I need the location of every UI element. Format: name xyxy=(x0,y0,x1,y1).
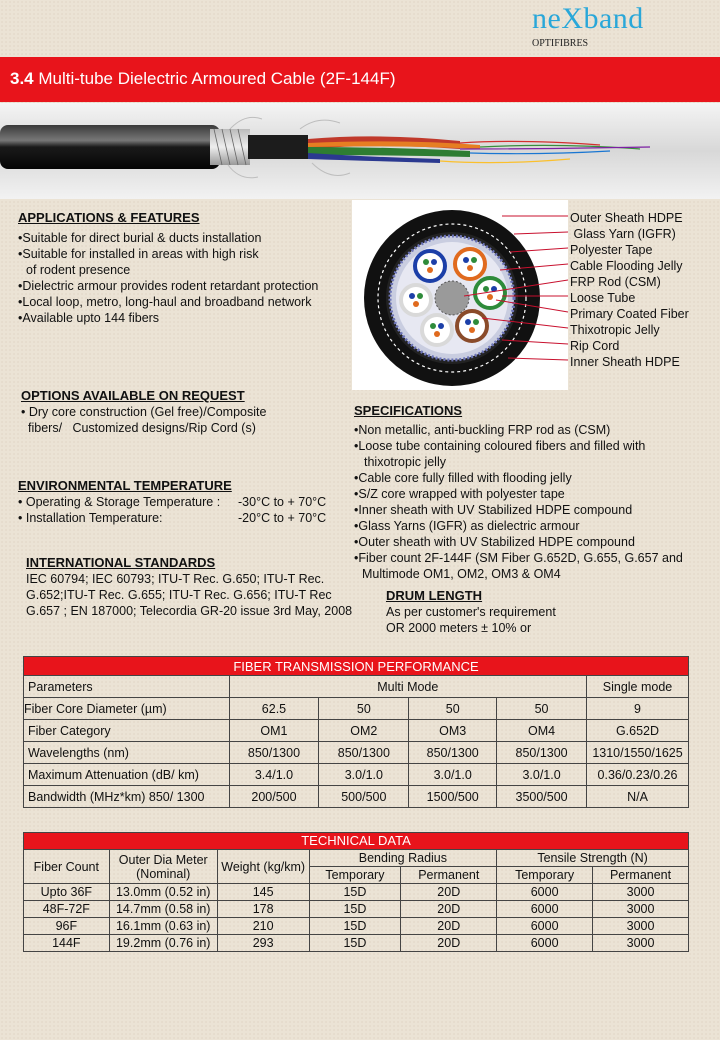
table-header xyxy=(109,850,217,884)
table-cell: 178 xyxy=(217,901,309,918)
table-title: TECHNICAL DATA xyxy=(24,833,689,850)
standards-line: IEC 60794; IEC 60793; ITU-T Rec. G.650; ITU-T Rec. xyxy=(26,572,325,586)
label-glass-yarn: Glass Yarn (IGFR) xyxy=(570,227,676,241)
table-cell: Bandwidth (MHz*km) 850/ 1300 xyxy=(24,786,230,808)
list-item-continuation: of rodent presence xyxy=(26,263,131,277)
table-row xyxy=(24,918,689,935)
list-item: • Outer sheath with UV Stabilized HDPE compound xyxy=(354,534,683,550)
list-item: • S/Z core wrapped with polyester tape xyxy=(354,486,683,502)
table-cell: 3.0/1.0 xyxy=(319,764,409,786)
table-header: Multi Mode xyxy=(229,676,586,698)
list-item: • Loose tube containing coloured fibers and filled with xyxy=(354,438,683,454)
table-cell: 20D xyxy=(401,901,497,918)
table-cell: 19.2mm (0.76 in) xyxy=(109,935,217,952)
table-header: Permanent xyxy=(593,867,689,884)
cable-banner-image xyxy=(0,103,720,199)
list-item: • Dielectric armour provides rodent retardant protection xyxy=(18,278,318,294)
table-header: Single mode xyxy=(587,676,689,698)
label-thixotropic-jelly: Thixotropic Jelly xyxy=(570,323,660,337)
table-cell: Upto 36F xyxy=(24,884,110,901)
drum-line: As per customer's requirement xyxy=(386,605,556,619)
fiber-performance-table xyxy=(23,656,689,808)
table-cell: 96F xyxy=(24,918,110,935)
table-cell: 48F-72F xyxy=(24,901,110,918)
table-cell: 6000 xyxy=(497,935,593,952)
label-flooding-jelly: Cable Flooding Jelly xyxy=(570,259,683,273)
brand-tagline: OPTIFIBRES xyxy=(532,38,589,49)
list-item: • Inner sheath with UV Stabilized HDPE compound xyxy=(354,502,683,518)
page-title xyxy=(10,69,396,89)
table-cell: 3000 xyxy=(593,884,689,901)
specifications-list xyxy=(354,422,683,582)
table-cell: 15D xyxy=(309,884,401,901)
table-cell: 850/1300 xyxy=(319,742,409,764)
standards-line: G.657 ; EN 187000; Telecordia GR-20 issue 3rd May, 2008 xyxy=(26,604,353,618)
table-header: Tensile Strength (N) xyxy=(497,850,689,867)
table-header: Permanent xyxy=(401,867,497,884)
table-cell: 20D xyxy=(401,884,497,901)
table-cell: 3.0/1.0 xyxy=(497,764,587,786)
table-row xyxy=(24,764,689,786)
list-item: • Available upto 144 fibers xyxy=(18,310,318,326)
label-rip-cord: Rip Cord xyxy=(570,339,620,353)
table-header: Weight (kg/km) xyxy=(217,850,309,884)
table-cell: 20D xyxy=(401,935,497,952)
cable-cross-section-diagram xyxy=(352,200,568,390)
table-cell: 50 xyxy=(409,698,497,720)
table-header: Temporary xyxy=(309,867,401,884)
table-cell: 145 xyxy=(217,884,309,901)
table-cell: 3.0/1.0 xyxy=(409,764,497,786)
env-label: Installation Temperature: xyxy=(25,511,163,525)
label-loose-tube: Loose Tube xyxy=(570,291,636,305)
table-cell: 3000 xyxy=(593,935,689,952)
table-cell: 500/500 xyxy=(319,786,409,808)
table-cell: Fiber Category xyxy=(24,720,230,742)
table-cell: G.652D xyxy=(587,720,689,742)
list-item: • Local loop, metro, long-haul and broadband network xyxy=(18,294,318,310)
table-cell: Wavelengths (nm) xyxy=(24,742,230,764)
list-item-continuation: Multimode OM1, OM2, OM3 & OM4 xyxy=(362,567,561,581)
table-cell: Maximum Attenuation (dB/ km) xyxy=(24,764,230,786)
table-cell: 15D xyxy=(309,918,401,935)
table-cell: Fiber Core Diameter (µm) xyxy=(24,698,230,720)
list-item-continuation: thixotropic jelly xyxy=(364,455,446,469)
brand-logo: neXband xyxy=(532,2,644,35)
technical-data-table xyxy=(23,832,689,952)
table-cell: 850/1300 xyxy=(497,742,587,764)
table-cell: 20D xyxy=(401,918,497,935)
table-row xyxy=(24,901,689,918)
table-cell: 850/1300 xyxy=(409,742,497,764)
table-cell: 850/1300 xyxy=(229,742,319,764)
env-value: -20°C to + 70°C xyxy=(238,511,327,525)
table-cell: OM3 xyxy=(409,720,497,742)
title-text: Multi-tube Dielectric Armoured Cable (2F-144F) xyxy=(33,69,396,88)
env-label: Operating & Storage Temperature : xyxy=(25,495,221,509)
header-line: (Nominal) xyxy=(136,866,191,881)
table-cell: 200/500 xyxy=(229,786,319,808)
label-inner-sheath: Inner Sheath HDPE xyxy=(570,355,680,369)
table-cell: 50 xyxy=(319,698,409,720)
options-text: • Dry core construction (Gel free)/Composite fibers/ Customized designs/Rip Cord (s) xyxy=(21,405,267,435)
table-cell: OM4 xyxy=(497,720,587,742)
title-bar xyxy=(0,57,720,102)
list-item: • Non metallic, anti-buckling FRP rod as (CSM) xyxy=(354,422,683,438)
drum-heading: DRUM LENGTH xyxy=(386,588,483,603)
list-item: • Suitable for installed in areas with high risk xyxy=(18,246,318,262)
options-line-2: fibers/ Customized designs/Rip Cord (s) xyxy=(28,421,256,435)
table-cell: 210 xyxy=(217,918,309,935)
drum-line: OR 2000 meters ± 10% or xyxy=(386,621,532,635)
label-primary-fiber: Primary Coated Fiber xyxy=(570,307,689,321)
standards-line: G.652;ITU-T Rec. G.655; ITU-T Rec. G.656; ITU-T Rec xyxy=(26,588,332,602)
table-cell: 3.4/1.0 xyxy=(229,764,319,786)
label-polyester-tape: Polyester Tape xyxy=(570,243,653,257)
table-cell: 62.5 xyxy=(229,698,319,720)
cross-section-labels xyxy=(570,210,689,370)
drum-text xyxy=(386,604,556,636)
list-item: • Glass Yarns (IGFR) as dielectric armour xyxy=(354,518,683,534)
table-header: Temporary xyxy=(497,867,593,884)
table-cell: 1310/1550/1625 xyxy=(587,742,689,764)
table-header: Parameters xyxy=(24,676,230,698)
label-frp-rod: FRP Rod (CSM) xyxy=(570,275,661,289)
list-item: • Cable core fully filled with flooding jelly xyxy=(354,470,683,486)
standards-heading: INTERNATIONAL STANDARDS xyxy=(26,555,216,570)
table-cell: 6000 xyxy=(497,918,593,935)
table-row xyxy=(24,742,689,764)
options-heading: OPTIONS AVAILABLE ON REQUEST xyxy=(21,388,245,403)
table-cell: 9 xyxy=(587,698,689,720)
table-row xyxy=(24,884,689,901)
applications-heading: APPLICATIONS & FEATURES xyxy=(18,210,200,225)
table-cell: OM2 xyxy=(319,720,409,742)
table-cell: 6000 xyxy=(497,901,593,918)
table-row xyxy=(24,698,689,720)
standards-text xyxy=(26,571,352,619)
table-row xyxy=(24,720,689,742)
table-cell: 3000 xyxy=(593,901,689,918)
list-item: • Fiber count 2F-144F (SM Fiber G.652D, G.655, G.657 and xyxy=(354,550,683,566)
table-cell: 16.1mm (0.63 in) xyxy=(109,918,217,935)
specifications-heading: SPECIFICATIONS xyxy=(354,403,463,418)
table-cell: 15D xyxy=(309,935,401,952)
table-cell: 1500/500 xyxy=(409,786,497,808)
table-cell: 3000 xyxy=(593,918,689,935)
list-item: • Suitable for direct burial & ducts installation xyxy=(18,230,318,246)
applications-list xyxy=(18,230,318,326)
table-cell: 6000 xyxy=(497,884,593,901)
header-line: Outer Dia Meter xyxy=(118,852,208,867)
table-cell: 14.7mm (0.58 in) xyxy=(109,901,217,918)
environment-heading: ENVIRONMENTAL TEMPERATURE xyxy=(18,478,232,493)
table-cell: 13.0mm (0.52 in) xyxy=(109,884,217,901)
options-line-1: Dry core construction (Gel free)/Composite xyxy=(28,405,267,419)
table-cell: 15D xyxy=(309,901,401,918)
table-cell: OM1 xyxy=(229,720,319,742)
table-title: FIBER TRANSMISSION PERFORMANCE xyxy=(24,657,689,676)
table-header: Fiber Count xyxy=(24,850,110,884)
table-cell: 144F xyxy=(24,935,110,952)
label-outer-sheath: Outer Sheath HDPE xyxy=(570,211,683,225)
table-cell: 3500/500 xyxy=(497,786,587,808)
table-cell: 0.36/0.23/0.26 xyxy=(587,764,689,786)
environment-list: • Operating & Storage Temperature : -30°C to + 70°C • Installation Temperature: -20°C to + 70°C xyxy=(18,495,327,525)
table-cell: 293 xyxy=(217,935,309,952)
table-row xyxy=(24,935,689,952)
env-value: -30°C to + 70°C xyxy=(238,495,327,509)
section-number: 3.4 xyxy=(10,69,34,88)
table-header: Bending Radius xyxy=(309,850,497,867)
table-row xyxy=(24,786,689,808)
table-cell: 50 xyxy=(497,698,587,720)
table-cell: N/A xyxy=(587,786,689,808)
